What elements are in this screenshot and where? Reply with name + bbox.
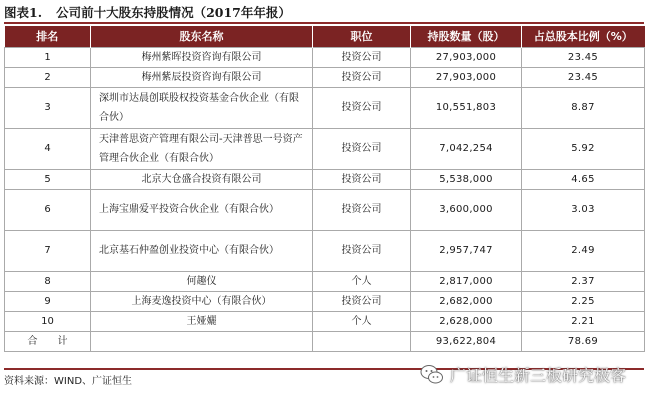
figure-label: 图表1. (4, 5, 43, 20)
header-ratio: 占总股本比例（%） (522, 26, 645, 47)
table-row (5, 87, 645, 128)
shares-cell: 7,042,254 (411, 128, 522, 169)
total-ratio-cell: 78.69 (522, 331, 645, 351)
rank-cell: 10 (5, 311, 91, 331)
table-row (5, 169, 645, 189)
wechat-icon (420, 364, 444, 386)
ratio-cell: 8.87 (522, 87, 645, 128)
position-cell: 投资公司 (313, 47, 411, 67)
rank-cell: 8 (5, 271, 91, 291)
holder-name-cell: 何趣仪 (91, 271, 313, 291)
total-label-cell: 合 计 (5, 331, 91, 351)
top-rule (4, 22, 644, 24)
shares-cell: 2,817,000 (411, 271, 522, 291)
ratio-cell: 23.45 (522, 67, 645, 87)
position-cell: 投资公司 (313, 67, 411, 87)
shares-cell: 2,682,000 (411, 291, 522, 311)
rank-cell: 1 (5, 47, 91, 67)
ratio-cell: 23.45 (522, 47, 645, 67)
holder-name-cell: 天津普思资产管理有限公司-天津普思一号资产管理合伙企业（有限合伙） (91, 128, 313, 169)
rank-cell: 7 (5, 230, 91, 271)
shares-cell: 27,903,000 (411, 47, 522, 67)
position-cell: 投资公司 (313, 230, 411, 271)
total-position-cell (313, 331, 411, 351)
table-row (5, 128, 645, 169)
rank-cell: 3 (5, 87, 91, 128)
ratio-cell: 2.49 (522, 230, 645, 271)
total-shares-cell: 93,622,804 (411, 331, 522, 351)
position-cell: 个人 (313, 271, 411, 291)
rank-cell: 5 (5, 169, 91, 189)
holder-name-cell: 梅州紫晖投资咨询有限公司 (91, 47, 313, 67)
watermark-text: 广证恒生新三板研究极客 (450, 366, 627, 385)
holder-name-cell: 上海麦逸投资中心（有限合伙） (91, 291, 313, 311)
header-position: 职位 (313, 26, 411, 47)
shareholder-table (4, 26, 645, 352)
position-cell: 个人 (313, 311, 411, 331)
rank-cell: 2 (5, 67, 91, 87)
source-note: 资料来源：WIND、广证恒生 (4, 376, 133, 387)
position-cell: 投资公司 (313, 291, 411, 311)
table-row (5, 291, 645, 311)
shares-cell: 2,957,747 (411, 230, 522, 271)
figure-caption (4, 3, 291, 21)
holder-name-cell: 上海宝鼎爱平投资合伙企业（有限合伙） (91, 189, 313, 230)
holder-name-cell: 王娅孋 (91, 311, 313, 331)
holder-name-cell: 深圳市达晨创联股权投资基金合伙企业（有限合伙） (91, 87, 313, 128)
table-header-row (5, 26, 645, 47)
shares-cell: 27,903,000 (411, 67, 522, 87)
shares-cell: 2,628,000 (411, 311, 522, 331)
ratio-cell: 5.92 (522, 128, 645, 169)
table-row (5, 67, 645, 87)
table-row (5, 230, 645, 271)
watermark (420, 363, 626, 386)
shares-cell: 5,538,000 (411, 169, 522, 189)
holder-name-cell: 北京基石仲盈创业投资中心（有限合伙） (91, 230, 313, 271)
holder-name-cell: 梅州紫辰投资咨询有限公司 (91, 67, 313, 87)
rank-cell: 9 (5, 291, 91, 311)
ratio-cell: 3.03 (522, 189, 645, 230)
table-row (5, 47, 645, 67)
position-cell: 投资公司 (313, 87, 411, 128)
ratio-cell: 2.37 (522, 271, 645, 291)
total-row (5, 331, 645, 351)
table-row (5, 311, 645, 331)
position-cell: 投资公司 (313, 169, 411, 189)
table-row (5, 189, 645, 230)
holder-name-cell: 北京大仓盛合投资有限公司 (91, 169, 313, 189)
position-cell: 投资公司 (313, 128, 411, 169)
table-row (5, 271, 645, 291)
figure-title: 公司前十大股东持股情况（2017年年报） (56, 5, 291, 20)
shares-cell: 3,600,000 (411, 189, 522, 230)
header-rank: 排名 (5, 26, 91, 47)
total-name-cell (91, 331, 313, 351)
ratio-cell: 2.21 (522, 311, 645, 331)
shares-cell: 10,551,803 (411, 87, 522, 128)
header-holder-name: 股东名称 (91, 26, 313, 47)
ratio-cell: 2.25 (522, 291, 645, 311)
rank-cell: 4 (5, 128, 91, 169)
ratio-cell: 4.65 (522, 169, 645, 189)
header-shares: 持股数量（股） (411, 26, 522, 47)
position-cell: 投资公司 (313, 189, 411, 230)
rank-cell: 6 (5, 189, 91, 230)
